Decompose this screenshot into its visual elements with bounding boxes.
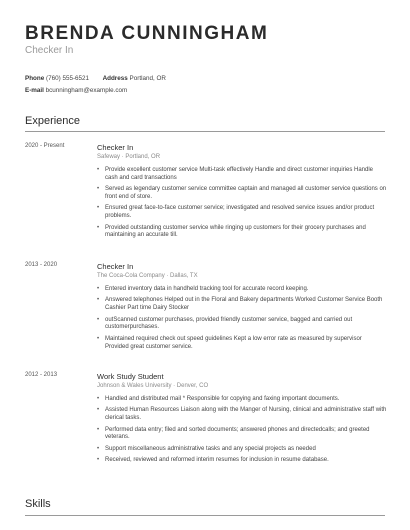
bullet-item: • Served as legendary customer service committee captain and managed all customer service questions on front end of store. <box>97 186 387 202</box>
skills-divider <box>25 515 385 516</box>
bullet-item: • outScanned customer purchases, provided friendly customer service, bagged and carried out customerpurchases. <box>97 317 387 333</box>
bullet-item: • Answered telephones Helped out in the Floral and Bakery departments Worked Customer Service Booth Cashier Part time Dairy Stocker <box>97 297 387 313</box>
job-details <box>97 372 387 469</box>
phone-value: (760) 555-6521 <box>46 75 90 82</box>
job-title: Checker In <box>97 143 134 152</box>
job-company: The Coca-Cola Company · Dallas, TX <box>97 273 198 279</box>
bullet-item: • Performed data entry; filed and sorted documents; answered phones and directedcalls; and greeted veterans. <box>97 427 387 443</box>
job-details <box>97 143 387 244</box>
job-title: Work Study Student <box>97 372 164 381</box>
skills-heading: Skills <box>25 498 51 510</box>
email-value: bcunningham@example.com <box>45 87 128 94</box>
bullet-item: • Received, reviewed and reformed interim resumes for inclusion in resume database. <box>97 457 387 465</box>
address-label: Address <box>102 75 128 82</box>
experience-heading: Experience <box>25 115 81 127</box>
bullet-item: • Handled and distributed mail * Responsible for copying and faxing important documents. <box>97 396 387 404</box>
job-company: Safeway · Portland, OR <box>97 154 161 160</box>
bullet-item: • Ensured great face-to-face customer service; investigated and resolved service issues and/or product problems. <box>97 205 387 221</box>
experience-divider <box>25 131 385 132</box>
bullet-item: • Provide excellent customer service Multi-task effectively Handle and direct customer inquiries Handle cash and card transactions <box>97 167 387 183</box>
phone-label: Phone <box>25 75 45 82</box>
job-bullets <box>97 286 387 351</box>
email-label: E-mail <box>25 87 44 94</box>
job-date: 2020 - Present <box>25 143 65 149</box>
job-bullets <box>97 396 387 465</box>
job-bullets <box>97 167 387 240</box>
bullet-item: • Entered inventory data in handheld tracking tool for accurate record keeping. <box>97 286 387 294</box>
contact-row-1 <box>25 75 166 82</box>
job-company: Johnson & Wales University · Denver, CO <box>97 383 209 389</box>
contact-row-2 <box>25 87 127 94</box>
job-date: 2012 - 2013 <box>25 372 58 378</box>
bullet-item: • Support miscellaneous administrative tasks and any special projects as needed <box>97 446 387 454</box>
bullet-item: • Provided outstanding customer service while ringing up customers for their grocery purchases and maintaining an accurate till. <box>97 225 387 241</box>
bullet-item: • Assisted Human Resources Liaison along with the Manger of Nursing, clinical and administrative staff with clerical tasks. <box>97 407 387 423</box>
bullet-item: • Maintained required check out speed guidelines Kept a low error rate as measured by supervisor Provided great customer service. <box>97 336 387 352</box>
job-details <box>97 262 387 355</box>
job-title-subtitle: Checker In <box>25 45 74 56</box>
job-title: Checker In <box>97 262 134 271</box>
job-date: 2013 - 2020 <box>25 262 58 268</box>
address-value: Portland, OR <box>129 75 166 82</box>
candidate-name: BRENDA CUNNINGHAM <box>25 23 269 44</box>
